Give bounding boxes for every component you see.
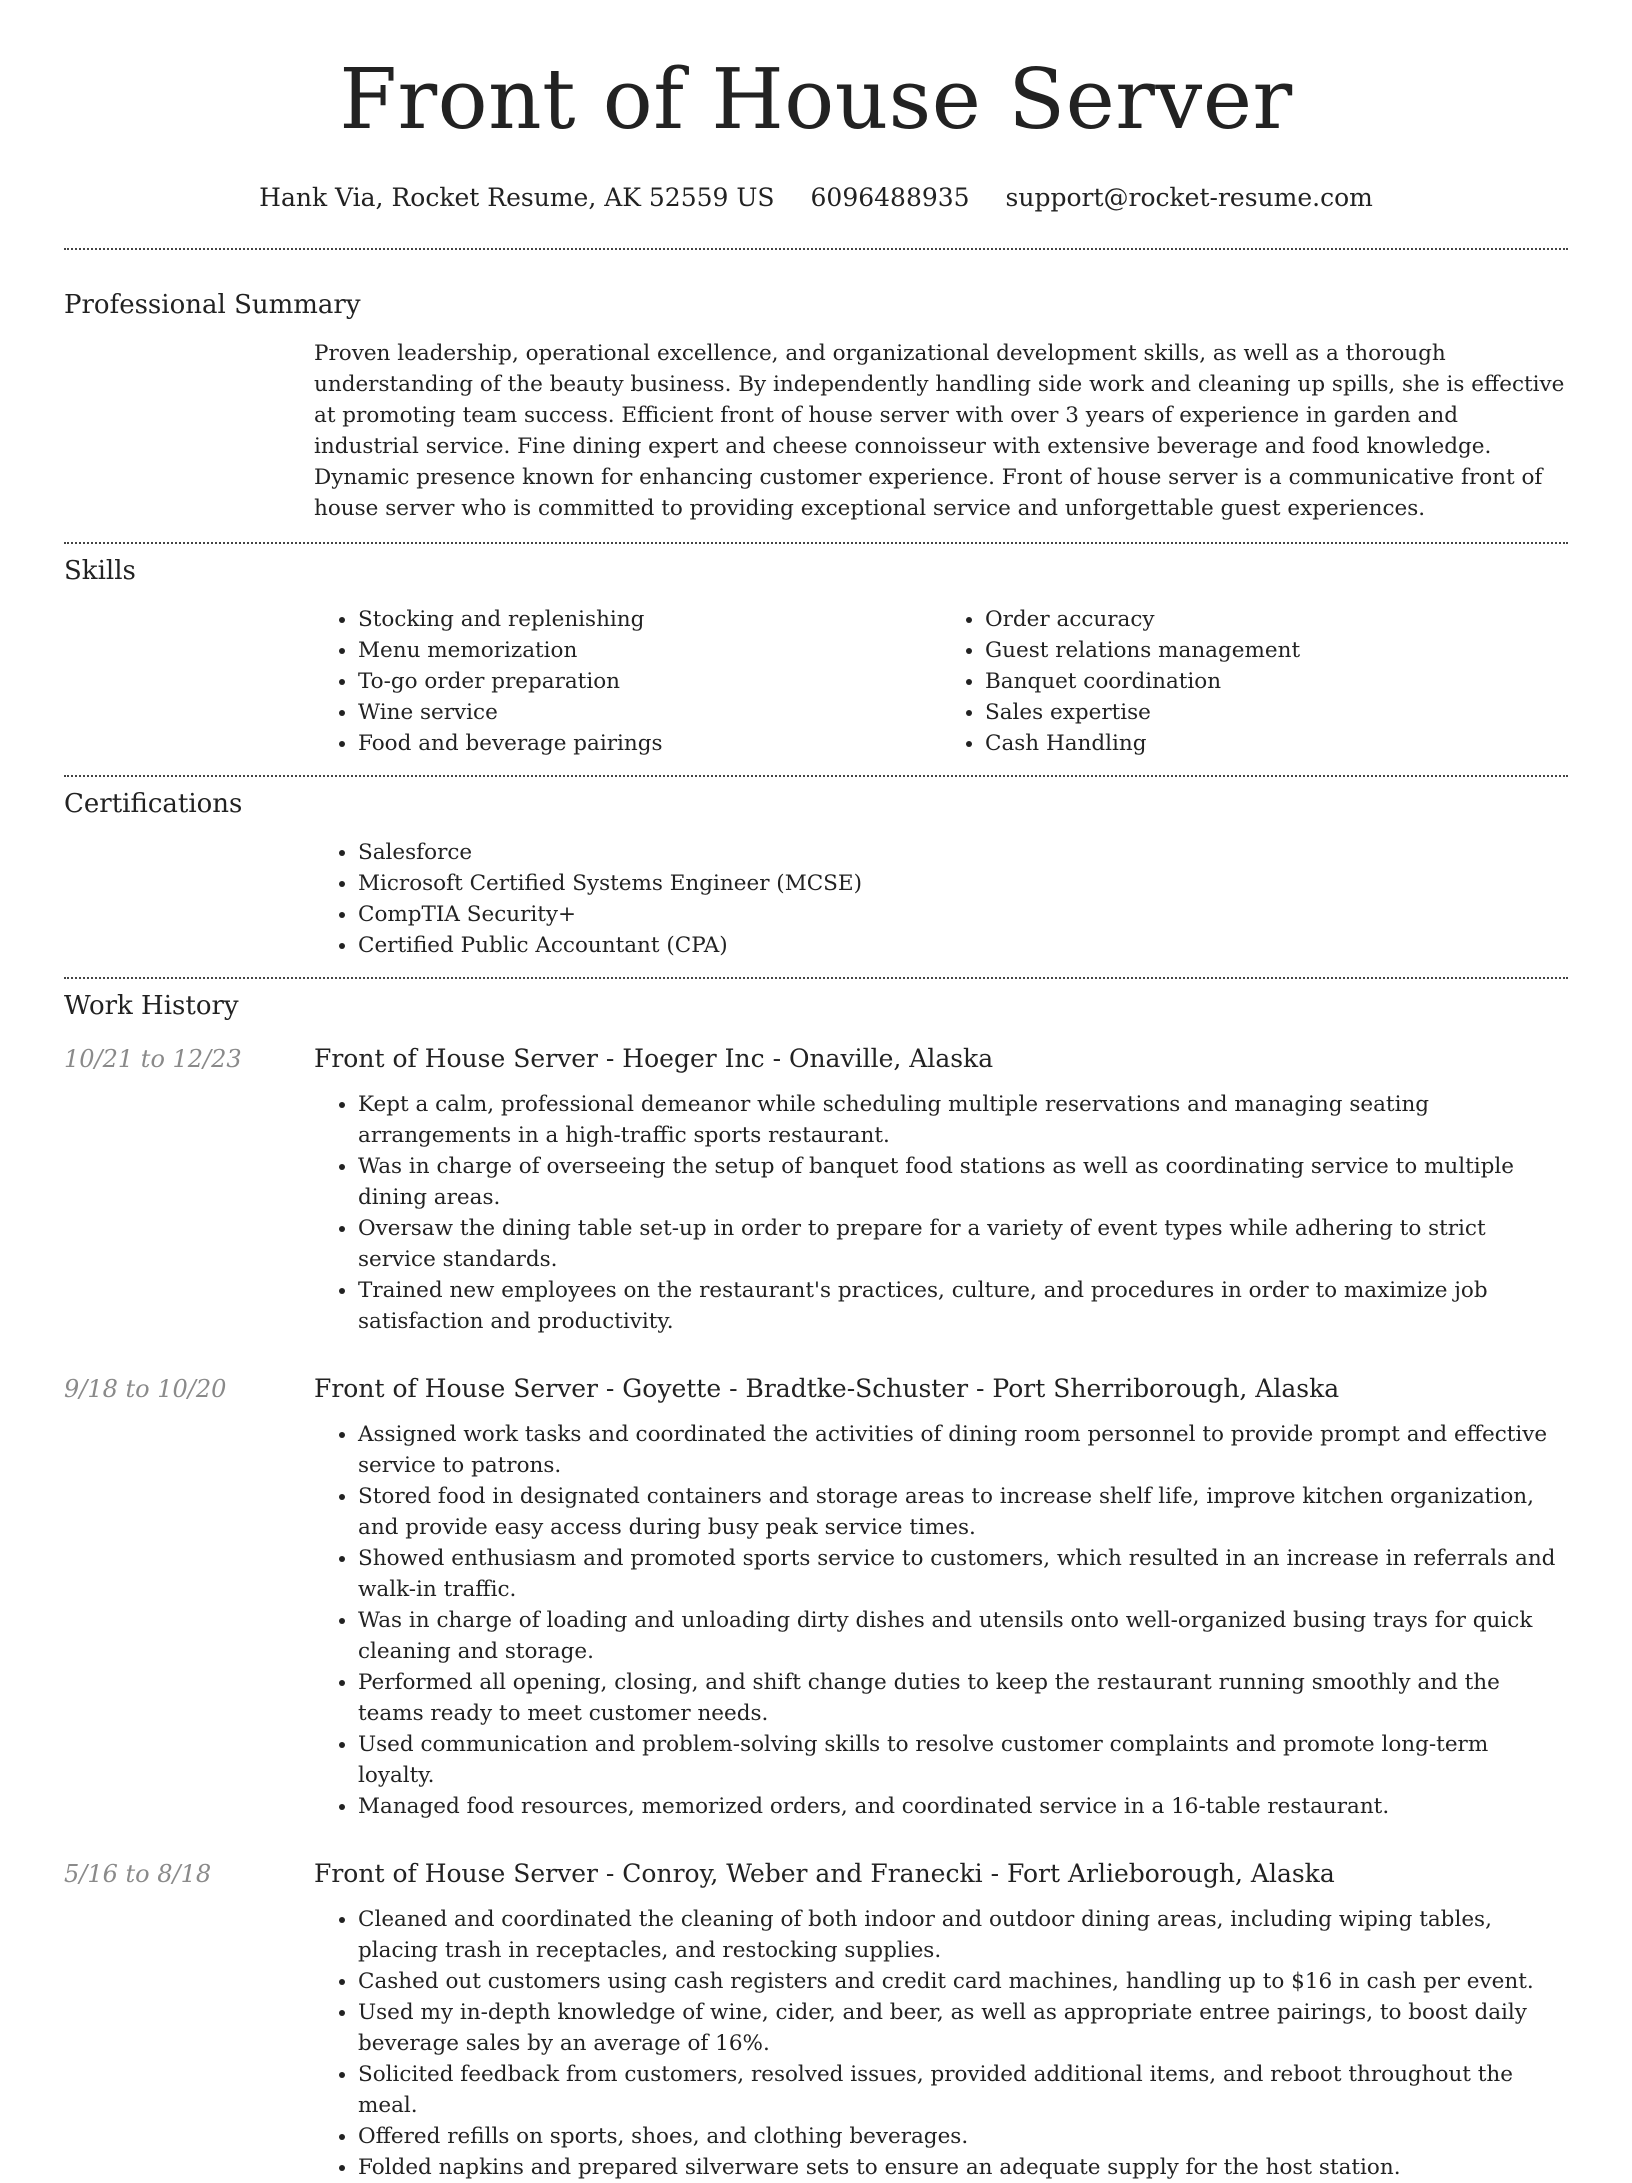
job-bullets bbox=[314, 1904, 1568, 2183]
skill-item: • Banquet coordination bbox=[985, 666, 1568, 697]
job-bullet: • Stored food in designated containers and storage areas to increase shelf life, improve kitchen organization, and provide easy access during busy peak service times. bbox=[358, 1481, 1568, 1543]
summary-heading: Professional Summary bbox=[64, 290, 361, 320]
skills-section bbox=[64, 604, 1568, 759]
skill-item: • Wine service bbox=[358, 697, 941, 728]
divider bbox=[64, 248, 1568, 250]
contact-email: support@rocket-resume.com bbox=[1005, 183, 1373, 212]
job-bullet: • Managed food resources, memorized orders, and coordinated service in a 16-table restaurant. bbox=[358, 1791, 1568, 1822]
job-bullet: • Cleaned and coordinated the cleaning of both indoor and outdoor dining areas, including wiping tables, placing trash in receptacles, and restocking supplies. bbox=[358, 1904, 1568, 1966]
work-history-heading: Work History bbox=[64, 991, 239, 1021]
skill-item: • Stocking and replenishing bbox=[358, 604, 941, 635]
contact-address: Hank Via, Rocket Resume, AK 52559 US bbox=[259, 183, 775, 212]
job-header bbox=[64, 1043, 1568, 1075]
skills-column-right bbox=[941, 604, 1568, 759]
skill-item: • Cash Handling bbox=[985, 728, 1568, 759]
job-bullet: • Showed enthusiasm and promoted sports service to customers, which resulted in an increase in referrals and walk-in traffic. bbox=[358, 1543, 1568, 1605]
skill-item: • Menu memorization bbox=[358, 635, 941, 666]
certifications-heading: Certifications bbox=[64, 789, 243, 819]
job-details bbox=[64, 1419, 1568, 1822]
divider bbox=[64, 775, 1568, 777]
job-bullet: • Used communication and problem-solving skills to resolve customer complaints and promote long-term loyalty. bbox=[358, 1729, 1568, 1791]
job-dates: 9/18 to 10/20 bbox=[64, 1375, 227, 1403]
certifications-list bbox=[314, 837, 1568, 961]
job-bullet: • Solicited feedback from customers, resolved issues, provided additional items, and reboot throughout the meal. bbox=[358, 2059, 1568, 2121]
certifications-section bbox=[64, 837, 1568, 961]
job-bullet: • Kept a calm, professional demeanor while scheduling multiple reservations and managing seating arrangements in a high-traffic sports restaurant. bbox=[358, 1089, 1568, 1151]
skill-item: • Sales expertise bbox=[985, 697, 1568, 728]
summary-text: Proven leadership, operational excellence, and organizational development skills, as well as a thorough understanding of the beauty business. By independently handling side work and cleaning up spills, she is effective at promoting team success. Efficient front of house server with over 3 years of experience in garden and industrial service. Fine dining expert and cheese connoisseur with extensive beverage and food knowledge. Dynamic presence known for enhancing customer experience. Front of house server is a communicative front of house server who is committed to providing exceptional service and unforgettable guest experiences. bbox=[314, 341, 1565, 521]
resume-name: Front of House Server bbox=[339, 51, 1293, 148]
divider bbox=[64, 542, 1568, 544]
certification-item: • Certified Public Accountant (CPA) bbox=[358, 930, 1568, 961]
job-bullets bbox=[314, 1419, 1568, 1822]
job-bullets bbox=[314, 1089, 1568, 1337]
divider bbox=[64, 977, 1568, 979]
job-bullet: • Assigned work tasks and coordinated the activities of dining room personnel to provide prompt and effective service to patrons. bbox=[358, 1419, 1568, 1481]
job-details bbox=[64, 1089, 1568, 1337]
job-bullet: • Trained new employees on the restaurant's practices, culture, and procedures in order to maximize job satisfaction and productivity. bbox=[358, 1275, 1568, 1337]
certification-item: • Salesforce bbox=[358, 837, 1568, 868]
contact-line bbox=[64, 182, 1568, 214]
job-bullet: • Was in charge of overseeing the setup of banquet food stations as well as coordinating service to multiple dining areas. bbox=[358, 1151, 1568, 1213]
job-title: Front of House Server - Goyette - Bradtke-Schuster - Port Sherriborough, Alaska bbox=[314, 1374, 1340, 1403]
skill-item: • Guest relations management bbox=[985, 635, 1568, 666]
skills-column-left bbox=[314, 604, 941, 759]
job-bullet: • Offered refills on sports, shoes, and clothing beverages. bbox=[358, 2121, 1568, 2152]
job-dates: 10/21 to 12/23 bbox=[64, 1045, 242, 1073]
job-bullet: • Cashed out customers using cash registers and credit card machines, handling up to $16 in cash per event. bbox=[358, 1966, 1568, 1997]
skill-item: • Food and beverage pairings bbox=[358, 728, 941, 759]
job-bullet: • Oversaw the dining table set-up in order to prepare for a variety of event types while adhering to strict service standards. bbox=[358, 1213, 1568, 1275]
contact-phone: 6096488935 bbox=[810, 183, 970, 212]
skill-item: • To-go order preparation bbox=[358, 666, 941, 697]
job-bullet: • Was in charge of loading and unloading dirty dishes and utensils onto well-organized busing trays for quick cleaning and storage. bbox=[358, 1605, 1568, 1667]
job-details bbox=[64, 1904, 1568, 2183]
certification-item: • CompTIA Security+ bbox=[358, 899, 1568, 930]
job-dates: 5/16 to 8/18 bbox=[64, 1860, 212, 1888]
skill-item: • Order accuracy bbox=[985, 604, 1568, 635]
job-bullet: • Performed all opening, closing, and shift change duties to keep the restaurant running smoothly and the teams ready to meet customer needs. bbox=[358, 1667, 1568, 1729]
job-title: Front of House Server - Conroy, Weber and Franecki - Fort Arlieborough, Alaska bbox=[314, 1859, 1335, 1888]
job-title: Front of House Server - Hoeger Inc - Onaville, Alaska bbox=[314, 1044, 994, 1073]
job-bullet: • Used my in-depth knowledge of wine, cider, and beer, as well as appropriate entree pairings, to boost daily beverage sales by an average of 16%. bbox=[358, 1997, 1568, 2059]
certification-item: • Microsoft Certified Systems Engineer (MCSE) bbox=[358, 868, 1568, 899]
skills-heading: Skills bbox=[64, 556, 136, 586]
job-header bbox=[64, 1373, 1568, 1405]
skills-list bbox=[314, 604, 1568, 759]
job-bullet: • Folded napkins and prepared silverware sets to ensure an adequate supply for the host station. bbox=[358, 2152, 1568, 2183]
job-header bbox=[64, 1858, 1568, 1890]
summary-section bbox=[64, 338, 1568, 524]
